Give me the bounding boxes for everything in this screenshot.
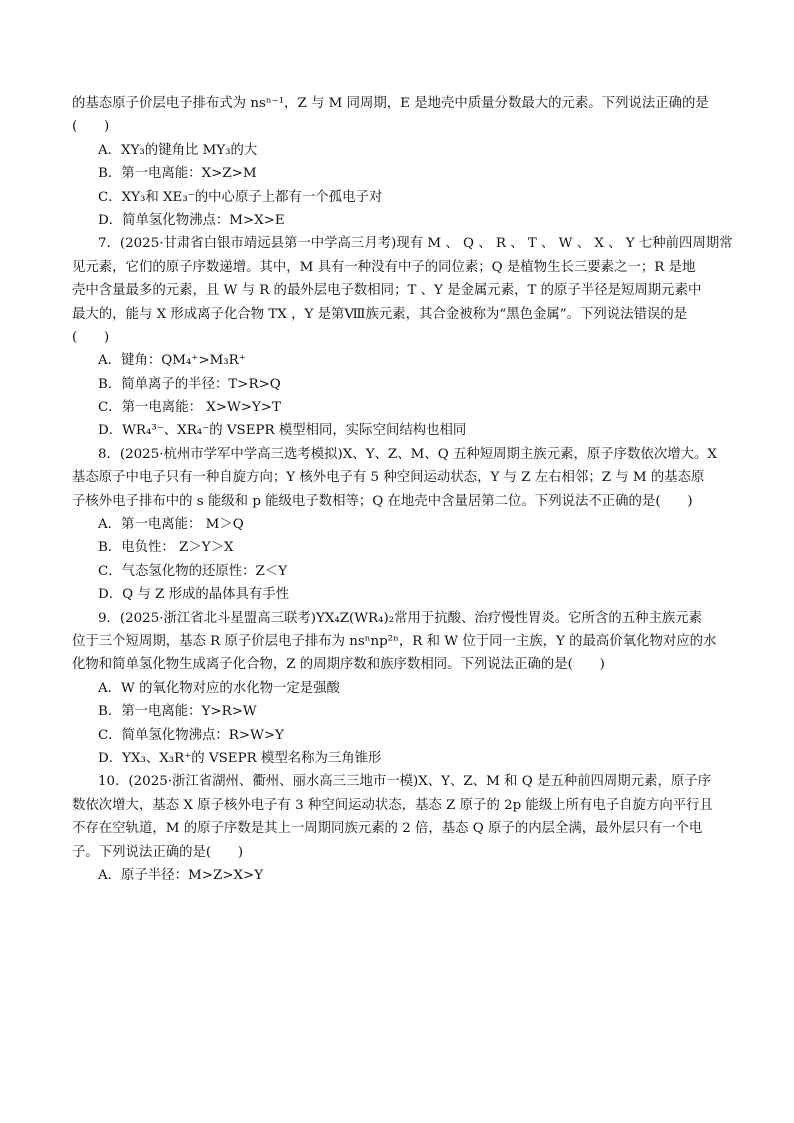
text-line: 子核外电子排布中的 s 能级和 p 能级电子数相等；Q 在地壳中含量居第二位。下列说法不正确的是( ) <box>72 493 693 509</box>
answer-option-line: C．XY₃和 XE₃⁻的中心原子上都有一个孤电子对 <box>98 189 383 205</box>
answer-option-line: A．W 的氧化物对应的水化物一定是强酸 <box>98 680 340 696</box>
answer-option-line: B．第一电离能：X>Z>M <box>98 166 257 182</box>
answer-option-line: A．原子半径：M>Z>X>Y <box>98 867 264 883</box>
answer-option-line: B．电负性： Z＞Y＞X <box>98 540 234 556</box>
answer-option-line: D．WR₄³⁻、XR₄⁻的 VSEPR 模型相同，实际空间结构也相同 <box>98 423 467 439</box>
text-line: 基态原子中电子只有一种自旋方向；Y 核外电子有 5 种空间运动状态，Y 与 Z 左右相邻；Z 与 M 的基态原 <box>72 470 705 486</box>
answer-option-line: D．简单氢化物沸点：M>X>E <box>98 212 285 228</box>
answer-option-line: D．Q 与 Z 形成的晶体具有手性 <box>98 587 290 603</box>
answer-option-line: C．气态氢化物的还原性：Z＜Y <box>98 563 288 579</box>
answer-option-line: A．XY₃的键角比 MY₃的大 <box>98 142 258 158</box>
text-line: 见元素，它们的原子序数递增。其中，M 具有一种没有中子的同位素；Q 是植物生长三要素之一；R 是地 <box>72 259 696 275</box>
question-text <box>72 92 733 887</box>
text-line: 位于三个短周期，基态 R 原子价层电子排布为 nsⁿnp²ⁿ，R 和 W 位于同一主族，Y 的最高价氧化物对应的水 <box>72 633 717 649</box>
answer-option-line: B．第一电离能：Y>R>W <box>98 704 257 720</box>
text-line: ( ) <box>72 329 110 345</box>
text-line: ( ) <box>72 119 110 135</box>
question-start-line: 8．(2025·杭州市学军中学高三选考模拟)X、Y、Z、M、Q 五种短周期主族元素，原子序数依次增大。X <box>98 446 717 462</box>
text-line: 数依次增大，基态 X 原子核外电子有 3 种空间运动状态，基态 Z 原子的 2p 能级上所有电子自旋方向平行且 <box>72 797 713 813</box>
text-line: 子。下列说法正确的是( ) <box>72 844 244 860</box>
question-start-line: 9．(2025·浙江省北斗星盟高三联考)YX₄Z(WR₄)₂常用于抗酸、治疗慢性胃炎。它所含的五种主族元素 <box>98 610 703 626</box>
answer-option-line: A．第一电离能： M＞Q <box>98 517 244 533</box>
text-line: 的基态原子价层电子排布式为 nsⁿ⁻¹，Z 与 M 同周期，E 是地壳中质量分数最大的元素。下列说法正确的是 <box>72 96 709 111</box>
question-start-line: 7．(2025·甘肃省白银市靖远县第一中学高三月考)现有 M 、 Q 、 R 、 T 、 W 、 X 、 Y 七种前四周期常 <box>98 236 733 252</box>
answer-option-line: D．YX₃、X₃R⁺的 VSEPR 模型名称为三角锥形 <box>98 750 382 766</box>
answer-option-line: C．简单氢化物沸点：R>W>Y <box>98 727 284 743</box>
question-start-line: 10．(2025·浙江省湖州、衢州、丽水高三三地市一模)X、Y、Z、M 和 Q 是五种前四周期元素，原子序 <box>98 774 712 790</box>
text-line: 最大的，能与 X 形成离子化合物 TX ，Y 是第Ⅷ族元素，其合金被称为“黑色金属”。下列说法错误的是 <box>72 306 688 322</box>
answer-option-line: C．第一电离能： X>W>Y>T <box>98 400 281 416</box>
answer-option-line: B．简单离子的半径：T>R>Q <box>98 376 281 392</box>
text-line: 化物和简单氢化物生成离子化合物，Z 的周期序数和族序数相同。下列说法正确的是( ) <box>72 657 605 673</box>
text-line: 壳中含量最多的元素，且 W 与 R 的最外层电子数相同；T 、Y 是金属元素，T 的原子半径是短周期元素中 <box>72 283 702 299</box>
text-line: 不存在空轨道，M 的原子序数是其上一周期同族元素的 2 倍，基态 Q 原子的内层全满，最外层只有一个电 <box>72 821 703 837</box>
answer-option-line: A．键角：QM₄⁺>M₃R⁺ <box>98 353 246 369</box>
